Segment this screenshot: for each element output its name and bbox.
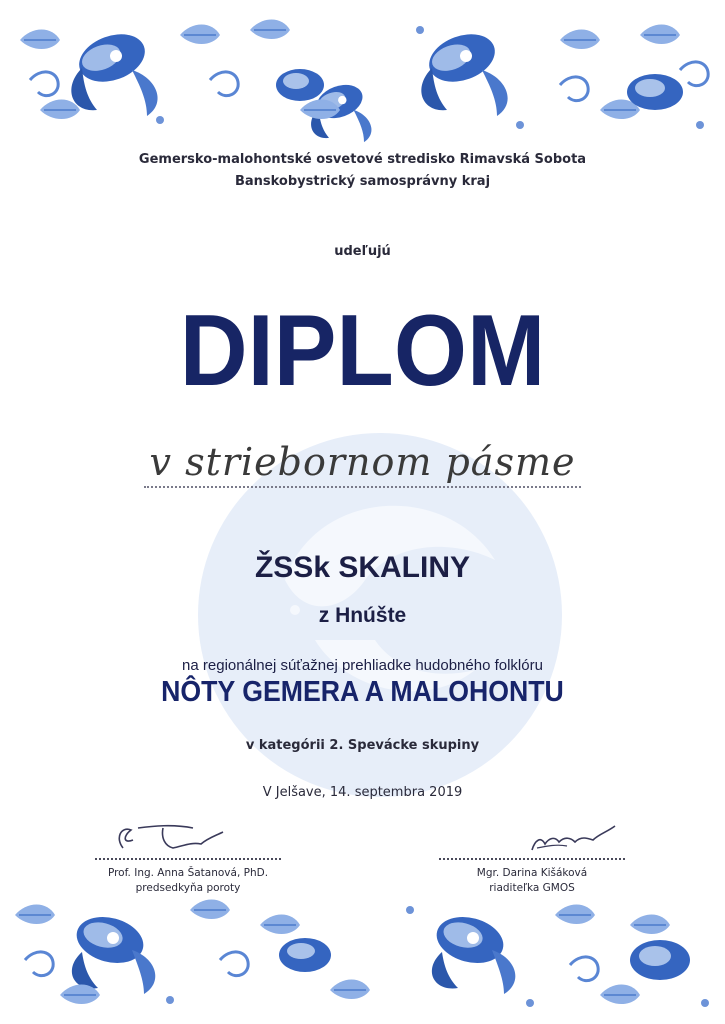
award-band: [0, 440, 725, 484]
signature-line-jury: [95, 858, 281, 860]
diploma-title: DIPLOM: [179, 293, 546, 407]
award-band-text: v striebornom pásme: [144, 440, 582, 488]
issuer-line-2: Banskobystrický samosprávny kraj: [234, 174, 491, 189]
recipient-name: ŽSSk SKALINY: [254, 551, 471, 584]
bottom-floral-border: [0, 885, 725, 1024]
date-line: V Jelšave, 14. septembra 2019: [262, 785, 463, 800]
top-floral-border: [0, 0, 725, 150]
signatory-role-director: riaditeľka GMOS: [489, 882, 575, 894]
category-line: v kategórii 2. Spevácke skupiny: [245, 738, 480, 753]
signatory-name-jury: Prof. Ing. Anna Šatanová, PhD.: [107, 867, 269, 879]
signature-line-director: [439, 858, 625, 860]
recipient-place: z Hnúšte: [318, 604, 407, 627]
signatory-name-director: Mgr. Darina Kišáková: [476, 867, 588, 879]
event-intro: na regionálnej súťažnej prehliadke hudobného folklóru: [182, 657, 543, 674]
handwritten-signature-director: [437, 818, 627, 858]
grant-verb: udeľujú: [334, 244, 391, 259]
handwritten-signature-jury: [93, 818, 283, 858]
issuer-line-1: Gemersko-malohontské osvetové stredisko Rimavská Sobota: [138, 152, 587, 167]
event-name: NÔTY GEMERA A MALOHONTU: [161, 676, 564, 708]
signatory-role-jury: predsedkyňa poroty: [135, 882, 241, 894]
